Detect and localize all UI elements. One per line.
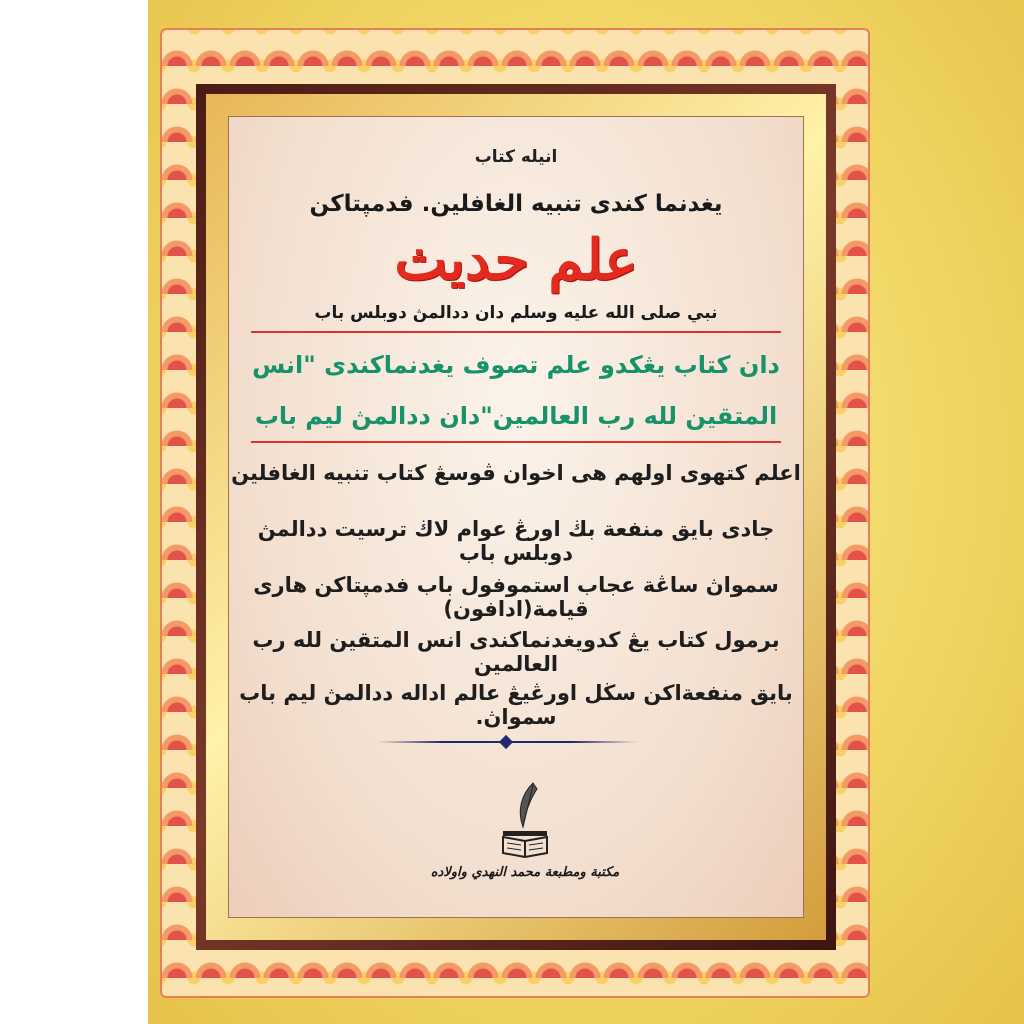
publisher-name: مكتبة ومطبعة محمد النهدي واولاده [430,865,620,880]
body-line-2: جادى بايق منفعة بڬ اورڠ عوام لاڬ ترسيت ددالمڽ دوبلس باب [257,517,775,565]
ornamental-divider [377,741,637,743]
body-line-3: سمواڽ ساڠة عجاب استموفول باب فدمپتاكن هارى قيامة(ادافون) [253,573,779,621]
body-line-4: برمول كتاب يڠ كدويغدنماكندى انس المتقين لله رب العالمين [252,628,780,676]
quill-book-icon [495,781,555,861]
green-line-1: دان كتاب يڠكدو علم تصوف يغدنماكندى "انس [252,351,780,379]
body-line-5: بايق منفعةاكن سڬل اورڠيڠ عالم اداله ددالمڽ ليم باب سمواڽ. [239,681,793,729]
body-line-1: اعلم كتهوى اولهم هى اخوان ڤوسڠ كتاب تنبيه الغافلين [231,461,801,485]
red-rule-top [251,331,781,333]
sub-title: يغدنما كندى تنبيه الغافلين. فدمپتاكن [309,191,723,217]
content-panel [228,116,804,918]
red-rule-bottom [251,441,781,443]
pre-title: انيله كتاب [474,147,558,167]
main-title: علم حديث [394,227,638,293]
green-line-2: المتقين لله رب العالمين"دان ددالمڽ ليم باب [254,402,778,430]
title-description: نبي صلى الله عليه وسلم دان ددالمڽ دوبلس باب [314,303,718,323]
